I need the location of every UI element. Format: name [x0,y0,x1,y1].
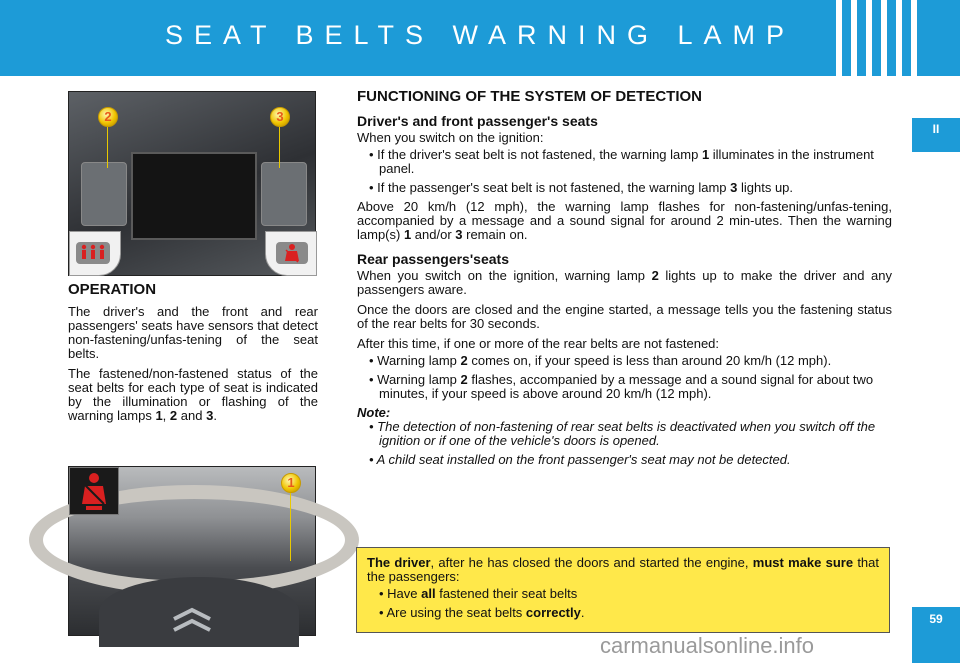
page-title: SEAT BELTS WARNING LAMP [164,20,796,50]
text-run: • If the passenger's seat belt is not fastened, the warning lamp [369,180,731,195]
text-run: • Are using the seat belts [379,605,526,620]
text-run: and [177,408,207,423]
text-run: • Warning lamp [369,372,461,387]
text-run: illuminates in the instrument panel. [379,147,874,176]
functioning-section [357,90,892,472]
rear-paragraph-2: Once the doors are closed and the engine started, a message tells you the fastening status of the rear belts for 30 seconds. [357,302,892,331]
lamp-ref: 1 [403,227,412,242]
text-run: correctly [525,605,581,620]
warning-bullet-1 [367,587,879,601]
passenger-lamp [276,242,308,264]
console-display [131,152,257,240]
driver-lamp-box [69,467,119,515]
text-run: • If the driver's seat belt is not fastened, the warning lamp [369,147,702,162]
header-stripe [881,0,887,76]
passenger-lamp-box [265,231,317,276]
watermark: carmanualsonline.info [600,633,815,658]
header-stripe [836,0,842,76]
text-run: The fastened/non-fastened status of the seat belts for each type of seat is indicated by the illumination or flashing of the warning lamps [68,366,318,423]
roof-console-photo [68,91,316,276]
lamp-ref: 2 [651,268,659,283]
warning-bullet-2 [367,606,879,620]
header-stripe [866,0,872,76]
rear-seats-heading: Rear passengers'seats [357,251,509,267]
lamp-ref: 2 [169,408,178,423]
switch-panel-right [261,162,307,226]
text-run: When you switch on the ignition, warning lamp [357,268,652,283]
rear-bullet-1 [357,354,892,368]
dashboard-photo [68,466,316,636]
callout-3: 3 [270,107,290,127]
chapter-tab [912,118,960,152]
rear-seatbelt-icon [76,242,110,264]
note-label: Note: [357,405,391,420]
text-run: must make sure [752,555,854,570]
front-intro: When you switch on the ignition: [357,130,544,145]
text-run: lights up to make the driver and any passengers aware. [357,268,892,297]
text-run: and/or [411,227,456,242]
rear-bullet-2 [357,373,892,401]
driver-seatbelt-icon [70,468,118,514]
operation-paragraph-2 [68,367,318,423]
lamp-ref: 3 [206,408,214,423]
text-run: lights up. [737,180,794,195]
page-header [0,0,960,76]
lamp-ref: 3 [730,180,738,195]
front-seats-heading: Driver's and front passenger's seats [357,113,598,129]
text-run: fastened their seat belts [435,586,578,601]
chapter-tab-label: II [932,122,940,136]
note-bullet-2: • A child seat installed on the front passenger's seat may not be detected. [369,452,791,467]
switch-panel-left [81,162,127,226]
callout-2: 2 [98,107,118,127]
front-bullet-2 [357,181,892,195]
header-stripe [911,0,917,76]
driver-warning-box [356,547,890,633]
warning-intro [367,556,879,584]
callout-1: 1 [281,473,301,493]
text-run: . [580,605,585,620]
text-run: , [162,408,167,423]
text-run: that the passengers: [367,555,880,584]
callout-line [290,491,291,561]
passenger-seatbelt-icon [276,242,308,264]
page-number-tab [912,607,960,663]
rear-seat-lamp-box [69,231,121,276]
text-run: flashes, accompanied by a message and a sound signal for about two minutes, if your speed is above around 20 km/h (12 mph). [379,372,874,401]
operation-heading: OPERATION [68,281,157,298]
text-run: • Have [379,586,422,601]
text-run: . [213,408,217,423]
note-bullet-1: • The detection of non-fastening of rear seat belts is deactivated when you switch off the ignition or if one of the vehicle's doors is opened. [369,419,876,448]
text-run: • Warning lamp [369,353,461,368]
text-run: all [421,586,436,601]
header-stripe [896,0,902,76]
text-run: Above 20 km/h (12 mph), the warning lamp flashes for non-fastening/unfas-tening, accompanied by a message and a sound signal for around 2 min-utes. Then the warning lamp(s) [357,199,892,242]
text-run: remain on. [462,227,528,242]
lamp-ref: 2 [460,353,468,368]
front-speed-paragraph [357,200,892,242]
operation-section [68,283,318,429]
text-run: The driver [367,555,431,570]
rear-paragraph-1 [357,269,892,297]
functioning-heading: FUNCTIONING OF THE SYSTEM OF DETECTION [357,88,702,105]
rear-paragraph-3: After this time, if one or more of the rear belts are not fastened: [357,336,720,351]
text-run: , after he has closed the doors and started the engine, [430,555,753,570]
operation-paragraph: The driver's and the front and rear passengers' seats have sensors that detect non-fastening/unfas-tening of the seat belts. [68,304,318,361]
header-stripe [851,0,857,76]
brand-logo-icon [169,607,215,633]
lamp-ref: 1 [701,147,710,162]
text-run: comes on, if your speed is less than around 20 km/h (12 mph). [467,353,832,368]
lamp-ref: 1 [155,408,163,423]
lamp-ref: 3 [455,227,463,242]
rear-seat-lamp [76,242,110,264]
front-bullet-1 [357,148,892,176]
lamp-ref: 2 [460,372,468,387]
page-number: 59 [929,612,943,626]
